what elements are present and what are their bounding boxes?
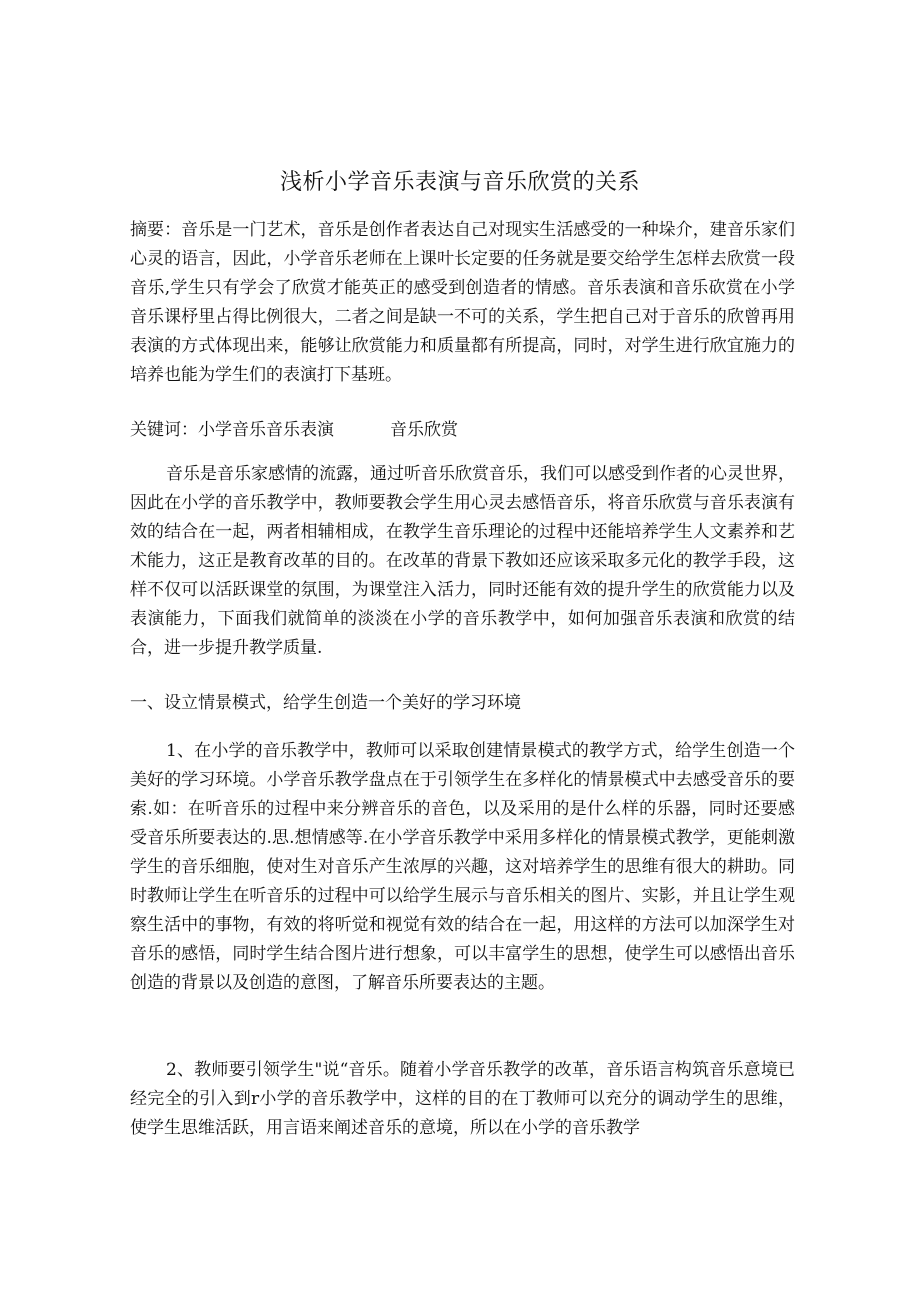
body-paragraph-2: 2、教师要引领学生"说“音乐。随着小学音乐教学的改革，音乐语言构筑音乐意境已经完全的引入到r小学的音乐教学中，这样的目的在丁教师可以充分的调动学生的思维，使学生思维活跃，用言语来阐述音乐的意境，所以在小学的音乐教学: [130, 1060, 795, 1138]
keywords-second: 音乐欣赏: [390, 420, 458, 440]
section-heading-1: 一、设立情景模式，给学生创造一个美好的学习环境: [130, 693, 521, 713]
body-paragraph-1: 1、在小学的音乐教学中，教师可以采取创建情景模式的教学方式，给学生创造一个美好的学习环境。小学音乐教学盘点在于引领学生在多样化的情景模式中去感受音乐的要索.如：在听音乐的过程中来分辨音乐的音色，以及采用的是什么样的乐器，同时还要感受音乐所要表达的.思.想情感等.在小学音乐教学中采用多样化的情景模式教学，更能刺激学生的音乐细胞，使对生对音乐产生浓厚的兴趣，这对培养学生的思维有很大的耕助。同时教师让学生在听音乐的过程中可以给学生展示与音乐相关的图片、实影，并且让学生观察生活中的事物，有效的将听觉和视觉有效的结合在一起，用这样的方法可以加深学生对音乐的感悟，同时学生结合图片进行想象，可以丰富学生的思想，使学生可以感悟出音乐创造的背景以及创造的意图，了解音乐所要表达的主题。: [130, 741, 795, 993]
document-title: 浅析小学音乐表演与音乐欣赏的关系: [279, 170, 640, 195]
intro-paragraph: 音乐是音乐家感情的流露，通过听音乐欣赏音乐，我们可以感受到作者的心灵世界，因此在小学的音乐教学中，教师要教会学生用心灵去感悟音乐，将音乐欣赏与音乐表演有效的结合在一起，两者相辅相成，在教学生音乐理论的过程中还能培养学生人文素养和艺术能力，这正是教育改革的目的。在改革的背景下教如还应该采取多元化的教学手段，这样不仅可以活跃课堂的氛围，为课堂注入活力，同时还能有效的提升学生的欣赏能力以及表演能力，下面我们就简单的淡淡在小学的音乐教学中，如何加强音乐表演和欣赏的结合，进一步提升教学质量.: [130, 464, 795, 658]
keywords-label: 关键诃：小学音乐音乐表演: [130, 420, 334, 440]
keywords-line: [130, 416, 795, 445]
abstract-paragraph: 摘要：音乐是一门艺术，音乐是创作者表达自己对现实生活感受的一种垛介，建音乐家们心灵的语言，因此，小学音乐老师在上课叶长定要的任务就是要交给学生怎样去欣赏一段音乐,学生只有学会了欣赏才能英正的感受到创造者的情感。音乐表演和音乐砍赏在小学音乐课杼里占得比例很大，二者之间是缺一不可的关系，学生把自己对于音乐的欣曾再用表演的方式体现出来，能够让欣赏能力和质量都有所提高，同时，对学生进行欣宜施力的培养也能为学生们的表演打下基班。: [130, 220, 795, 385]
